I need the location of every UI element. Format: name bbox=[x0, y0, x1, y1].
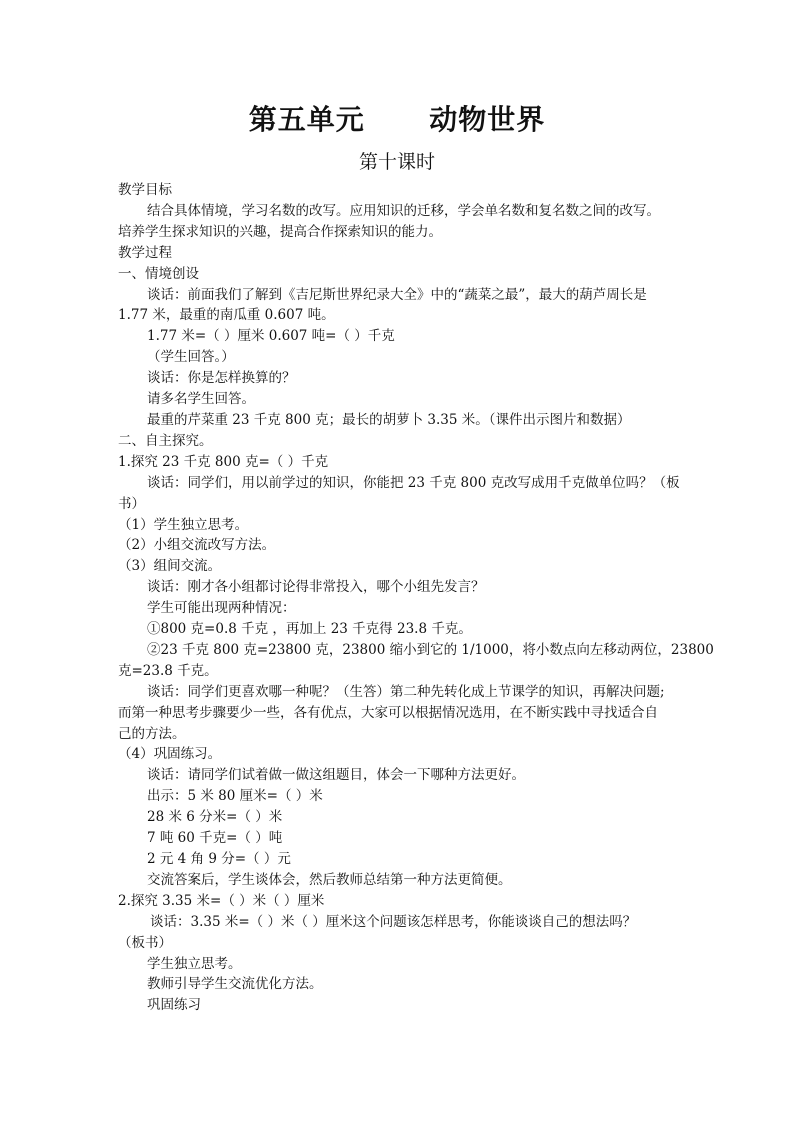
paragraph-line: 学生可能出现两种情况： bbox=[147, 600, 296, 617]
exercise-line: 2 元 4 角 9 分=（ ）元 bbox=[147, 851, 291, 867]
exercise-line: 28 米 6 分米=（ ）米 bbox=[147, 809, 283, 826]
subsection-heading: 1.探究 23 千克 800 克=（ ）千克 bbox=[118, 453, 329, 470]
paragraph-line: 谈话：请同学们试着做一做这组题目，体会一下哪种方法更好。 bbox=[147, 767, 525, 784]
paragraph-line: 1.77 米，最重的南瓜重 0.607 吨。 bbox=[118, 307, 335, 324]
paragraph-line: 谈话：3.35 米=（ ）米（ ）厘米这个问题该怎样思考，你能谈谈自己的想法吗？ bbox=[150, 913, 637, 930]
paragraph-line: 最重的芹菜重 23 千克 800 克；最长的胡萝卜 3.35 米。（课件出示图片和数据） bbox=[147, 411, 631, 428]
paragraph-line: 巩固练习 bbox=[147, 997, 201, 1014]
paragraph-line: 交流答案后，学生谈体会，然后教师总结第一种方法更简便。 bbox=[147, 871, 512, 888]
paragraph-line: 谈话：同学们更喜欢哪一种呢？（生答）第二种先转化成上节课学的知识，再解决问题; bbox=[147, 683, 665, 700]
paragraph-line: 培养学生探求知识的兴趣，提高合作探索知识的能力。 bbox=[118, 223, 442, 240]
exercise-line: 1.77 米=（ ）厘米 0.607 吨=（ ）千克 bbox=[147, 328, 395, 345]
list-item: （4）巩固练习。 bbox=[118, 746, 222, 763]
paragraph-line: 教师引导学生交流优化方法。 bbox=[147, 976, 323, 993]
exercise-line: 7 吨 60 千克=（ ）吨 bbox=[147, 830, 283, 847]
paragraph-line: 克=23.8 千克。 bbox=[118, 662, 218, 679]
subsection-heading: 2.探究 3.35 米=（ ）米（ ）厘米 bbox=[118, 892, 325, 909]
heading-teaching-process: 教学过程 bbox=[118, 244, 172, 261]
paragraph-line: 谈话：你是怎样换算的？ bbox=[147, 370, 296, 387]
list-item: （3）组间交流。 bbox=[118, 558, 222, 575]
paragraph-line: （板书） bbox=[118, 934, 172, 951]
paragraph-line: 己的方法。 bbox=[118, 725, 186, 742]
heading-teaching-goals: 教学目标 bbox=[118, 182, 172, 198]
paragraph-line: 谈话：刚才各小组都讨论得非常投入，哪个小组先发言？ bbox=[147, 579, 485, 596]
lesson-subtitle: 第十课时 bbox=[358, 151, 435, 173]
list-item: （1）学生独立思考。 bbox=[118, 516, 249, 533]
paragraph-line: 学生独立思考。 bbox=[147, 955, 242, 972]
paragraph-line: 谈话：同学们，用以前学过的知识，你能把 23 千克 800 克改写成用千克做单位吗？（板 bbox=[147, 474, 680, 491]
paragraph-line: 请多名学生回答。 bbox=[147, 391, 255, 408]
section-heading: 二、自主探究。 bbox=[118, 432, 213, 449]
paragraph-line: ①800 克=0.8 千克 ，再加上 23 千克得 23.8 千克。 bbox=[147, 621, 472, 638]
list-item: （2）小组交流改写方法。 bbox=[118, 537, 276, 554]
paragraph-line: 谈话：前面我们了解到《吉尼斯世界纪录大全》中的“蔬菜之最”，最大的葫芦周长是 bbox=[147, 286, 647, 303]
paragraph-line: ②23 千克 800 克=23800 克，23800 缩小到它的 1/1000，将小数点向左移动两位，23800 bbox=[147, 641, 714, 658]
document-body bbox=[118, 180, 714, 1016]
unit-title: 第五单元 动物世界 bbox=[248, 103, 546, 136]
exercise-line: 出示：5 米 80 厘米=（ ）米 bbox=[147, 788, 323, 805]
section-heading: 一、情境创设 bbox=[118, 265, 199, 282]
paragraph-line: 而第一种思考步骤要少一些，各有优点，大家可以根据情况选用，在不断实践中寻找适合自 bbox=[118, 704, 658, 721]
paragraph-line: 书） bbox=[118, 495, 145, 512]
paragraph-line: （学生回答。） bbox=[147, 349, 235, 366]
paragraph-line: 结合具体情境，学习名数的改写。应用知识的迁移，学会单名数和复名数之间的改写。 bbox=[147, 202, 660, 219]
